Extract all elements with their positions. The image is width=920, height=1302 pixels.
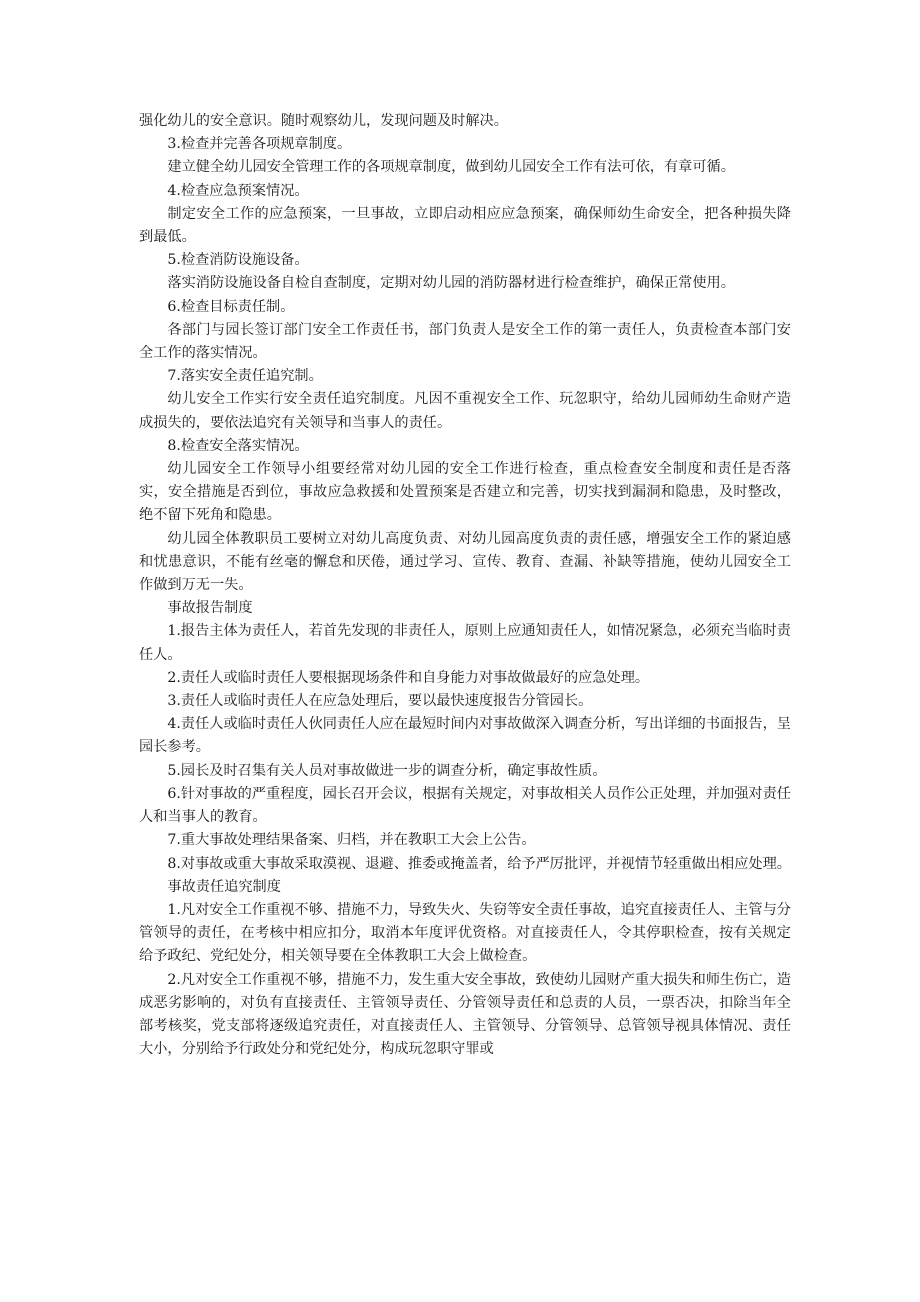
paragraph: 幼儿安全工作实行安全责任追究制度。凡因不重视安全工作、玩忽职守，给幼儿园师幼生命财产造成损失的，要依法追究有关领导和当事人的责任。	[139, 391, 791, 431]
list-item: 7.重大事故处理结果备案、归档，并在教职工大会上公告。	[167, 832, 536, 849]
paragraph: 落实消防设施设备自检自查制度，定期对幼儿园的消防器材进行检查维护，确保正常使用。	[167, 275, 735, 292]
document-page	[139, 110, 791, 1061]
list-item: 4.责任人或临时责任人伙同责任人应在最短时间内对事故做深入调查分析，写出详细的书面报告，呈园长参考。	[139, 716, 791, 756]
paragraph: 制定安全工作的应急预案，一旦事故，立即启动相应应急预案，确保师幼生命安全，把各种损失降到最低。	[139, 205, 791, 246]
section-item-heading: 8.检查安全落实情况。	[167, 437, 309, 454]
paragraph: 幼儿园全体教职员工要树立对幼儿高度负责、对幼儿园高度负责的责任感，增强安全工作的紧迫感和忧患意识，不能有丝毫的懈怠和厌倦，通过学习、宣传、教育、查漏、补缺等措施，使幼儿园安全工作做到万无一失。	[139, 530, 791, 594]
section-item-heading: 6.检查目标责任制。	[167, 298, 295, 315]
paragraph: 建立健全幼儿园安全管理工作的各项规章制度，做到幼儿园安全工作有法可依，有章可循。	[167, 159, 735, 176]
paragraph: 各部门与园长签订部门安全工作责任书，部门负责人是安全工作的第一责任人，负责检查本部门安全工作的落实情况。	[139, 321, 791, 362]
section-title-accident-report: 事故报告制度	[167, 600, 253, 617]
list-item: 3.责任人或临时责任人在应急处理后，要以最快速度报告分管园长。	[167, 693, 593, 710]
section-item-heading: 3.检查并完善各项规章制度。	[167, 136, 352, 153]
list-item: 8.对事故或重大事故采取漠视、退避、推委或掩盖者，给予严厉批评，并视情节轻重做出相应处理。	[167, 855, 791, 872]
list-item: 1.报告主体为责任人，若首先发现的非责任人，原则上应通知责任人，如情况紧急，必须充当临时责任人。	[139, 623, 791, 663]
paragraph: 强化幼儿的安全意识。随时观察幼儿，发现问题及时解决。	[139, 113, 508, 129]
section-item-heading: 4.检查应急预案情况。	[167, 182, 309, 199]
list-item: 2.凡对安全工作重视不够，措施不力，发生重大安全事故，致使幼儿园财产重大损失和师生伤亡，造成恶劣影响的，对负有直接责任、主管领导责任、分管领导责任和总责的人员，一票否决，扣除当年全部考核奖，党支部将逐级追究责任，对直接责任人、主管领导、分管领导、总管领导视具体情况、责任大小，分别给予行政处分和党纪处分，构成玩忽职守罪或	[139, 971, 791, 1058]
list-item: 2.责任人或临时责任人要根据现场条件和自身能力对事故做最好的应急处理。	[167, 669, 650, 686]
list-item: 1.凡对安全工作重视不够、措施不力，导致失火、失窃等安全责任事故，追究直接责任人、主管与分管领导的责任，在考核中相应扣分，取消本年度评优资格。对直接责任人，令其停职检查，按有关规定给予政纪、党纪处分，相关领导要在全体教职工大会上做检查。	[139, 901, 791, 965]
list-item: 6.针对事故的严重程度，园长召开会议，根据有关规定，对事故相关人员作公正处理，并加强对责任人和当事人的教育。	[139, 785, 791, 826]
section-title-accountability: 事故责任追究制度	[167, 878, 281, 895]
list-item: 5.园长及时召集有关人员对事故做进一步的调查分析，确定事故性质。	[167, 762, 607, 779]
section-item-heading: 5.检查消防设施设备。	[167, 252, 309, 269]
section-item-heading: 7.落实安全责任追究制。	[167, 368, 323, 385]
paragraph: 幼儿园安全工作领导小组要经常对幼儿园的安全工作进行检查，重点检查安全制度和责任是否落实，安全措施是否到位，事故应急救援和处置预案是否建立和完善，切实找到漏洞和隐患，及时整改，绝不留下死角和隐患。	[139, 461, 791, 524]
